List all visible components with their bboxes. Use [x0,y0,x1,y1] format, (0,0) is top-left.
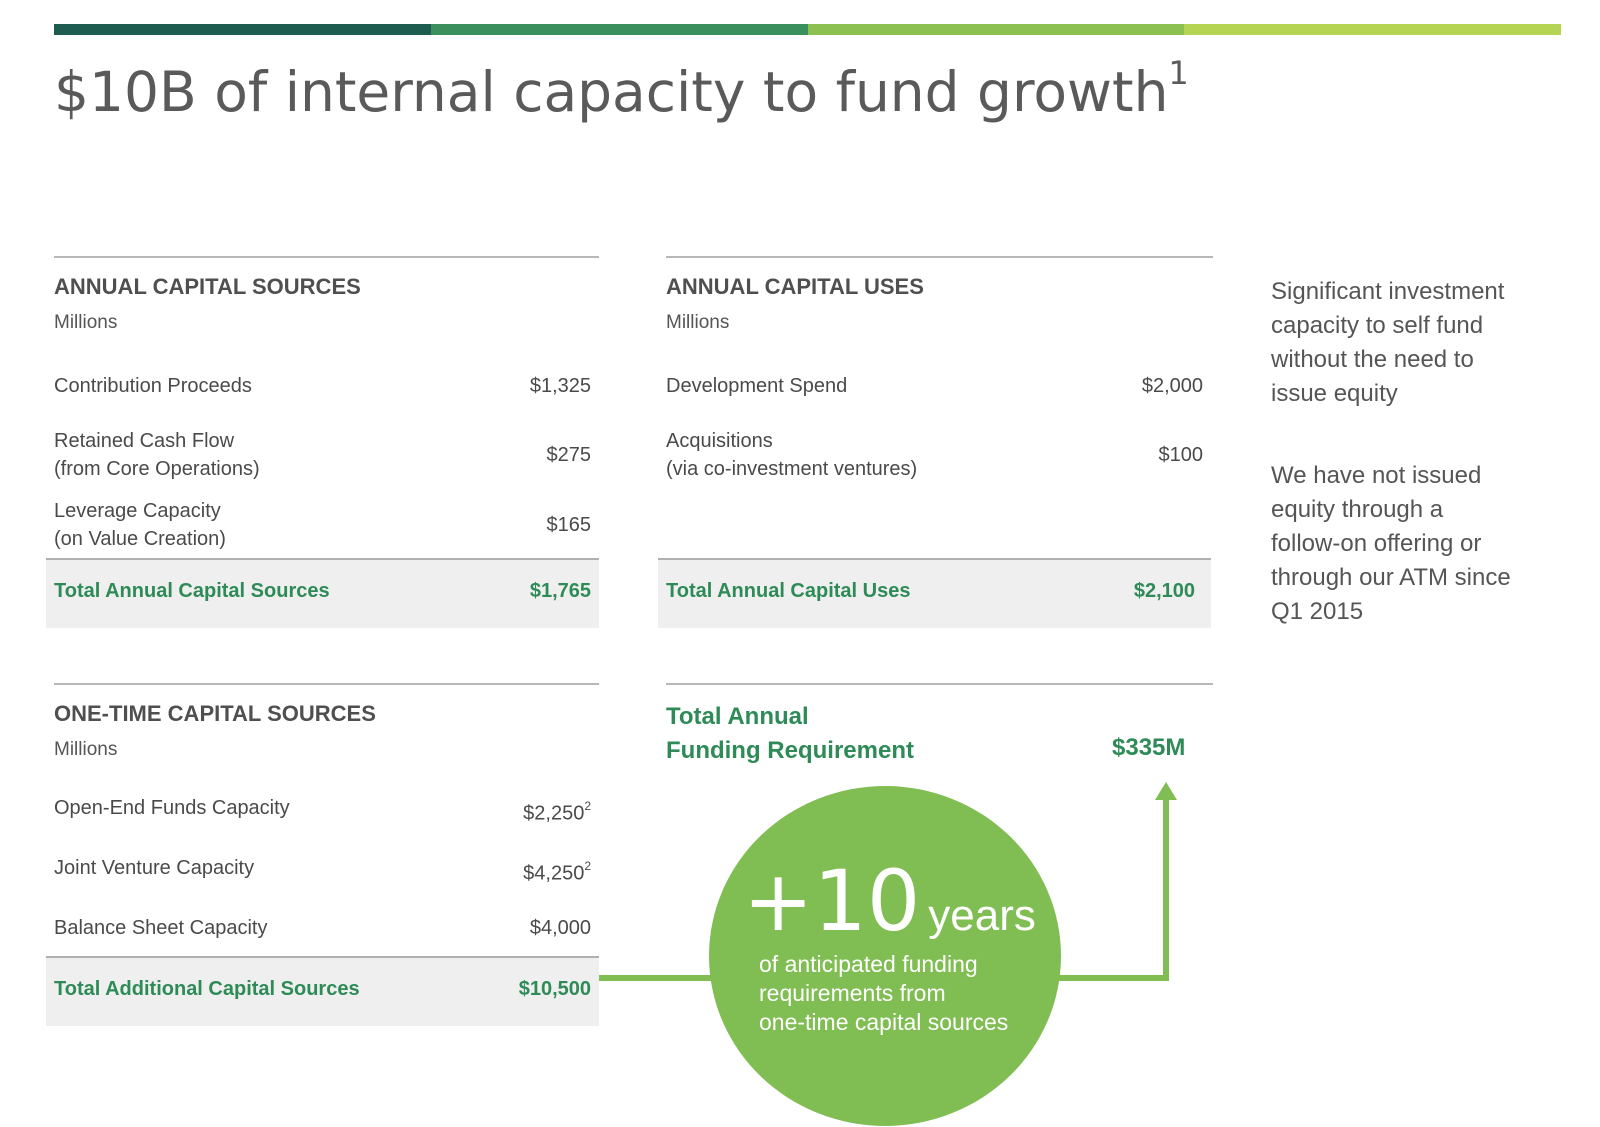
callout-headline [743,852,1036,950]
page-title-text: $10B of internal capacity to fund growth [54,60,1169,124]
row-label: Balance Sheet Capacity [54,917,268,939]
row-value: $275 [546,444,591,466]
arrow-head-icon [1155,782,1177,800]
connector-line [1050,800,1166,978]
row-label: Open-End Funds Capacity [54,797,290,819]
sidebar-line: without the need to [1271,346,1474,373]
total-label: Total Annual Capital Sources [54,580,330,602]
sidebar-line: capacity to self fund [1271,312,1484,339]
total-value: $2,100 [1133,580,1195,602]
sidebar-line: issue equity [1271,380,1398,407]
sidebar-line: follow-on offering or [1271,530,1482,557]
row-label: Leverage Capacity [54,500,221,522]
total-value: $1,765 [529,580,591,602]
callout-unit: years [928,891,1036,940]
row-label: Development Spend [666,375,848,397]
callout-number: +10 [743,852,921,950]
row-value: $1,325 [529,375,591,397]
callout-line: of anticipated funding [759,951,978,977]
row-label-detail: (from Core Operations) [54,458,260,480]
total-label: Total Additional Capital Sources [54,978,360,1000]
row-value: $100 [1158,444,1203,466]
row-label: Acquisitions [666,430,773,452]
row-label-detail: (on Value Creation) [54,528,226,550]
row-value-amount: $4,250 [523,862,585,885]
row-value: $4,000 [529,917,591,939]
callout-line: one-time capital sources [759,1009,1009,1035]
row-label-detail: (via co-investment ventures) [666,458,918,480]
row-label: Joint Venture Capacity [54,857,255,879]
row-value: $165 [546,514,591,536]
sidebar-line: equity through a [1271,496,1444,523]
sidebar-line: Significant investment [1271,278,1505,305]
row-value: $2,000 [1141,375,1203,397]
row-value-amount: $2,250 [523,802,585,825]
sidebar-line: We have not issued [1271,462,1482,489]
footnote-marker: 2 [584,859,591,873]
requirement-label-line: Total Annual [666,703,809,730]
total-value: $10,500 [518,978,591,1000]
row-label: Contribution Proceeds [54,375,252,397]
section-heading: ANNUAL CAPITAL USES [666,274,924,299]
callout-description [759,950,1008,1037]
section-heading: ONE-TIME CAPITAL SOURCES [54,701,376,726]
requirement-label-line: Funding Requirement [666,737,914,764]
total-label: Total Annual Capital Uses [666,580,911,602]
units-label: Millions [666,312,730,333]
units-label: Millions [54,739,118,760]
row-label: Retained Cash Flow [54,430,235,452]
title-footnote-marker: 1 [1168,53,1189,92]
requirement-value: $335M [1112,734,1186,761]
section-heading: ANNUAL CAPITAL SOURCES [54,274,361,299]
callout-line: requirements from [759,980,946,1006]
sidebar-line: Q1 2015 [1271,598,1364,625]
sidebar-line: through our ATM since [1271,564,1511,591]
units-label: Millions [54,312,118,333]
footnote-marker: 2 [584,799,591,813]
